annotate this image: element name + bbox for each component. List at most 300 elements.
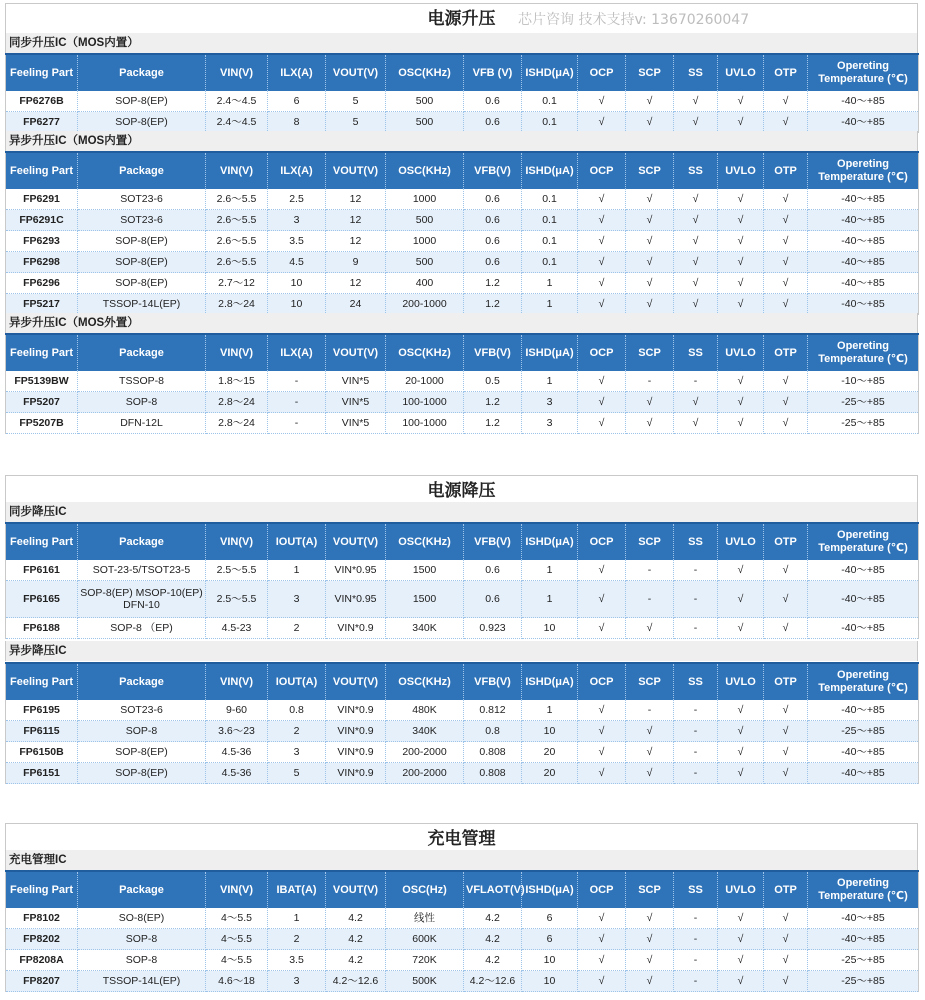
column-header: SCP [626,523,674,560]
part-number-cell: FP6195 [6,700,78,721]
table-cell: √ [578,273,626,294]
column-header: ISHD(μA) [522,523,578,560]
table-row [6,908,919,929]
column-header: VFLAOT(V) [464,871,522,908]
table-cell: SOP-8(EP) [78,252,206,273]
part-number-cell: FP8202 [6,929,78,950]
column-header: Package [78,663,206,700]
table-cell: √ [674,112,718,133]
table-cell: TSSOP-8 [78,371,206,392]
table-row [6,413,919,434]
part-number-cell: FP8102 [6,908,78,929]
table-cell: √ [718,929,764,950]
table-row [6,273,919,294]
table-cell: 0.8 [464,721,522,742]
column-header: VOUT(V) [326,523,386,560]
table-cell: 10 [522,950,578,971]
table-cell: √ [674,294,718,315]
column-header: UVLO [718,54,764,91]
table-cell: 4～5.5 [206,950,268,971]
table-cell: -40～+85 [808,294,919,315]
column-header: UVLO [718,663,764,700]
column-header: OCP [578,523,626,560]
table-row [6,252,919,273]
table-row [6,560,919,581]
table-cell: 480K [386,700,464,721]
table-header-row [6,152,919,189]
table-cell: 24 [326,294,386,315]
table-cell: √ [578,721,626,742]
table-cell: √ [578,763,626,784]
part-number-cell: FP8207 [6,971,78,992]
buck-section-title: 电源降压 [5,475,918,505]
table-cell: √ [764,700,808,721]
table-cell: -40～+85 [808,560,919,581]
table-cell: √ [674,252,718,273]
table-cell: 3.5 [268,231,326,252]
table-cell: √ [626,721,674,742]
table-cell: √ [674,91,718,112]
table-row [6,189,919,210]
part-number-cell: FP6150B [6,742,78,763]
table-cell: 10 [268,273,326,294]
table-cell: √ [578,971,626,992]
table-cell: √ [764,413,808,434]
table-cell: 6 [268,91,326,112]
table-cell: - [674,971,718,992]
part-number-cell: FP5207 [6,392,78,413]
table-cell: SOP-8 [78,392,206,413]
table-cell: 9-60 [206,700,268,721]
table-cell: 线性 [386,908,464,929]
table-cell: 12 [326,231,386,252]
table-cell: √ [674,231,718,252]
table-cell: √ [718,560,764,581]
table-cell: 1 [268,908,326,929]
column-header: SS [674,523,718,560]
table-cell: -40～+85 [808,91,919,112]
table-cell: √ [718,273,764,294]
table-cell: -40～+85 [808,231,919,252]
table-cell: √ [718,112,764,133]
table-cell: -40～+85 [808,742,919,763]
table-cell: √ [578,294,626,315]
table-cell: √ [718,618,764,639]
table-cell: √ [718,413,764,434]
table-cell: 1500 [386,581,464,618]
column-header: VOUT(V) [326,871,386,908]
table-cell: 1500 [386,560,464,581]
table-cell: 0.8 [268,700,326,721]
part-number-cell: FP8208A [6,950,78,971]
charge-section-title: 充电管理 [5,823,918,853]
table-cell: - [674,371,718,392]
table-cell: -25～+85 [808,413,919,434]
table-cell: 1 [522,700,578,721]
table-cell: √ [578,112,626,133]
table-cell: SOP-8 [78,721,206,742]
part-number-cell: FP5207B [6,413,78,434]
table-row [6,700,919,721]
column-header: Opereting Temperature (℃) [808,54,919,91]
table-cell: √ [578,210,626,231]
table-cell: -40～+85 [808,929,919,950]
column-header: OTP [764,871,808,908]
table-cell: 1 [522,273,578,294]
table-cell: - [674,618,718,639]
table-cell: √ [718,971,764,992]
table-header-row [6,54,919,91]
table-cell: VIN*0.95 [326,581,386,618]
table-cell: √ [578,700,626,721]
column-header: ISHD(μA) [522,54,578,91]
table-cell: √ [578,581,626,618]
table-cell: √ [764,392,808,413]
table-cell: 400 [386,273,464,294]
table-cell: 1 [522,371,578,392]
table-cell: 4.5-23 [206,618,268,639]
table-cell: 0.6 [464,189,522,210]
table-row [6,392,919,413]
boost-async-ext-table [5,333,919,434]
table-cell: √ [578,560,626,581]
table-cell: TSSOP-14L(EP) [78,971,206,992]
table-cell: - [268,392,326,413]
table-cell: 2.4～4.5 [206,91,268,112]
table-row [6,971,919,992]
part-number-cell: FP6293 [6,231,78,252]
table-cell: 6 [522,929,578,950]
table-cell: 3 [268,742,326,763]
table-header-row [6,663,919,700]
column-header: Feeling Part [6,54,78,91]
table-cell: 10 [522,618,578,639]
part-number-cell: FP6276B [6,91,78,112]
table-cell: - [674,700,718,721]
table-row [6,929,919,950]
column-header: Opereting Temperature (℃) [808,871,919,908]
table-cell: √ [626,252,674,273]
table-cell: SOP-8(EP) [78,112,206,133]
column-header: OCP [578,871,626,908]
table-cell: SOT-23-5/TSOT23-5 [78,560,206,581]
column-header: SS [674,152,718,189]
table-cell: 0.6 [464,210,522,231]
column-header: OTP [764,334,808,371]
table-cell: 2.6～5.5 [206,231,268,252]
table-cell: VIN*0.9 [326,721,386,742]
table-cell: 0.6 [464,581,522,618]
table-cell: 720K [386,950,464,971]
table-cell: 3.5 [268,950,326,971]
table-cell: √ [578,413,626,434]
column-header: VIN(V) [206,663,268,700]
column-header: VOUT(V) [326,334,386,371]
buck-sync-table [5,522,919,639]
column-header: VOUT(V) [326,54,386,91]
column-header: VIN(V) [206,54,268,91]
table-cell: -25～+85 [808,950,919,971]
column-header: SCP [626,334,674,371]
table-cell: √ [764,112,808,133]
table-cell: - [674,763,718,784]
table-cell: 4.2 [464,908,522,929]
table-cell: √ [718,950,764,971]
table-cell: 2.5～5.5 [206,581,268,618]
table-cell: SOP-8 [78,950,206,971]
table-cell: - [674,950,718,971]
column-header: UVLO [718,152,764,189]
column-header: SCP [626,871,674,908]
table-cell: VIN*5 [326,392,386,413]
table-cell: SOP-8 （EP) [78,618,206,639]
table-cell: √ [718,210,764,231]
table-row [6,950,919,971]
table-cell: 0.923 [464,618,522,639]
table-cell: 200-1000 [386,294,464,315]
table-row [6,91,919,112]
table-cell: 4～5.5 [206,908,268,929]
table-cell: SOP-8(EP) [78,231,206,252]
table-cell: - [626,560,674,581]
table-cell: 12 [326,189,386,210]
table-cell: -40～+85 [808,210,919,231]
table-cell: 0.6 [464,231,522,252]
table-cell: 0.812 [464,700,522,721]
table-cell: 2 [268,721,326,742]
column-header: VIN(V) [206,871,268,908]
boost-async-ext-group-title: 异步升压IC（MOS外置） [5,313,918,333]
table-cell: SOP-8(EP) [78,742,206,763]
table-row [6,112,919,133]
table-cell: √ [764,252,808,273]
table-cell: 4.2 [464,950,522,971]
table-cell: SOP-8(EP) MSOP-10(EP) DFN-10 [78,581,206,618]
table-cell: -40～+85 [808,763,919,784]
table-cell: 2.7～12 [206,273,268,294]
table-cell: √ [764,231,808,252]
table-cell: √ [578,91,626,112]
column-header: OSC(KHz) [386,523,464,560]
column-header: IOUT(A) [268,523,326,560]
column-header: VFB(V) [464,663,522,700]
table-cell: √ [764,721,808,742]
table-cell: √ [578,618,626,639]
table-cell: -40～+85 [808,581,919,618]
table-cell: VIN*0.9 [326,618,386,639]
table-cell: √ [764,581,808,618]
column-header: Opereting Temperature (℃) [808,334,919,371]
table-cell: 2.8～24 [206,392,268,413]
table-cell: 0.1 [522,112,578,133]
table-cell: VIN*0.9 [326,700,386,721]
table-cell: √ [718,581,764,618]
column-header: ISHD(μA) [522,663,578,700]
column-header: OTP [764,523,808,560]
column-header: VIN(V) [206,334,268,371]
table-cell: - [674,721,718,742]
table-cell: 1000 [386,231,464,252]
table-cell: -40～+85 [808,189,919,210]
part-number-cell: FP6296 [6,273,78,294]
table-cell: 1 [522,581,578,618]
column-header: OCP [578,54,626,91]
table-cell: VIN*0.9 [326,742,386,763]
part-number-cell: FP5217 [6,294,78,315]
table-cell: SOP-8(EP) [78,273,206,294]
table-cell: 3 [268,581,326,618]
column-header: OSC(KHz) [386,152,464,189]
table-cell: √ [674,273,718,294]
table-cell: 2.5～5.5 [206,560,268,581]
table-cell: √ [578,908,626,929]
table-cell: √ [578,950,626,971]
part-number-cell: FP6291 [6,189,78,210]
table-cell: 5 [268,763,326,784]
part-number-cell: FP6115 [6,721,78,742]
table-cell: 1.2 [464,294,522,315]
table-cell: 10 [268,294,326,315]
column-header: OTP [764,152,808,189]
table-cell: 12 [326,273,386,294]
table-cell: √ [578,231,626,252]
column-header: Opereting Temperature (℃) [808,152,919,189]
table-cell: √ [718,721,764,742]
table-cell: √ [718,189,764,210]
table-cell: √ [764,929,808,950]
column-header: Feeling Part [6,663,78,700]
table-cell: 200-2000 [386,742,464,763]
column-header: Feeling Part [6,334,78,371]
table-cell: 4.2 [326,908,386,929]
column-header: Package [78,871,206,908]
table-cell: 0.1 [522,210,578,231]
table-cell: 0.1 [522,231,578,252]
column-header: SCP [626,54,674,91]
table-cell: 3 [522,392,578,413]
table-cell: 0.6 [464,112,522,133]
table-cell: 1 [522,560,578,581]
table-cell: 2.4～4.5 [206,112,268,133]
column-header: Feeling Part [6,152,78,189]
table-cell: √ [764,560,808,581]
table-cell: 1 [522,294,578,315]
buck-async-table [5,662,919,784]
table-cell: √ [764,908,808,929]
table-row [6,742,919,763]
column-header: ILX(A) [268,54,326,91]
table-cell: √ [626,929,674,950]
table-cell: √ [626,294,674,315]
table-cell: - [626,371,674,392]
column-header: VFB(V) [464,152,522,189]
column-header: UVLO [718,523,764,560]
table-header-row [6,334,919,371]
table-cell: 500 [386,210,464,231]
table-cell: √ [626,273,674,294]
table-cell: √ [626,763,674,784]
column-header: SS [674,54,718,91]
table-cell: √ [626,971,674,992]
table-cell: SOP-8 [78,929,206,950]
column-header: SCP [626,663,674,700]
table-cell: 4.2 [464,929,522,950]
table-cell: -40～+85 [808,112,919,133]
table-cell: 4.5 [268,252,326,273]
table-cell: 20-1000 [386,371,464,392]
column-header: Feeling Part [6,523,78,560]
table-cell: 2.8～24 [206,413,268,434]
table-cell: 600K [386,929,464,950]
table-cell: √ [718,700,764,721]
table-cell: √ [718,294,764,315]
table-cell: 2.5 [268,189,326,210]
table-cell: - [674,581,718,618]
table-cell: √ [764,742,808,763]
buck-async-group-title: 异步降压IC [5,641,918,661]
table-cell: √ [674,392,718,413]
table-cell: √ [626,112,674,133]
table-cell: - [674,560,718,581]
table-cell: 2.6～5.5 [206,252,268,273]
column-header: OTP [764,54,808,91]
table-cell: 4.2 [326,929,386,950]
column-header: Package [78,54,206,91]
column-header: OSC(Hz) [386,871,464,908]
table-cell: 0.6 [464,252,522,273]
column-header: VFB (V) [464,54,522,91]
table-cell: 1.2 [464,413,522,434]
table-cell: VIN*5 [326,371,386,392]
boost-sync-table [5,53,919,133]
table-cell: 4.2 [326,950,386,971]
table-cell: 4.6～18 [206,971,268,992]
table-cell: 0.808 [464,742,522,763]
table-cell: √ [674,189,718,210]
table-row [6,294,919,315]
table-cell: VIN*0.9 [326,763,386,784]
column-header: OSC(KHz) [386,54,464,91]
table-cell: SOP-8(EP) [78,763,206,784]
table-cell: 0.5 [464,371,522,392]
part-number-cell: FP6161 [6,560,78,581]
column-header: ISHD(μA) [522,871,578,908]
table-cell: 2.6～5.5 [206,189,268,210]
column-header: VIN(V) [206,152,268,189]
part-number-cell: FP6165 [6,581,78,618]
table-cell: -40～+85 [808,618,919,639]
boost-sync-group-title: 同步升压IC（MOS内置） [5,33,918,53]
table-cell: -40～+85 [808,908,919,929]
table-cell: √ [626,618,674,639]
part-number-cell: FP6298 [6,252,78,273]
table-cell: √ [578,371,626,392]
table-cell: 3 [268,971,326,992]
table-header-row [6,871,919,908]
table-cell: - [674,929,718,950]
table-cell: -40～+85 [808,273,919,294]
table-row [6,231,919,252]
table-cell: 3 [522,413,578,434]
table-cell: √ [764,91,808,112]
table-cell: -40～+85 [808,700,919,721]
table-cell: √ [764,950,808,971]
table-cell: 0.1 [522,189,578,210]
column-header: Opereting Temperature (℃) [808,663,919,700]
table-cell: √ [764,294,808,315]
column-header: UVLO [718,334,764,371]
table-cell: - [626,581,674,618]
